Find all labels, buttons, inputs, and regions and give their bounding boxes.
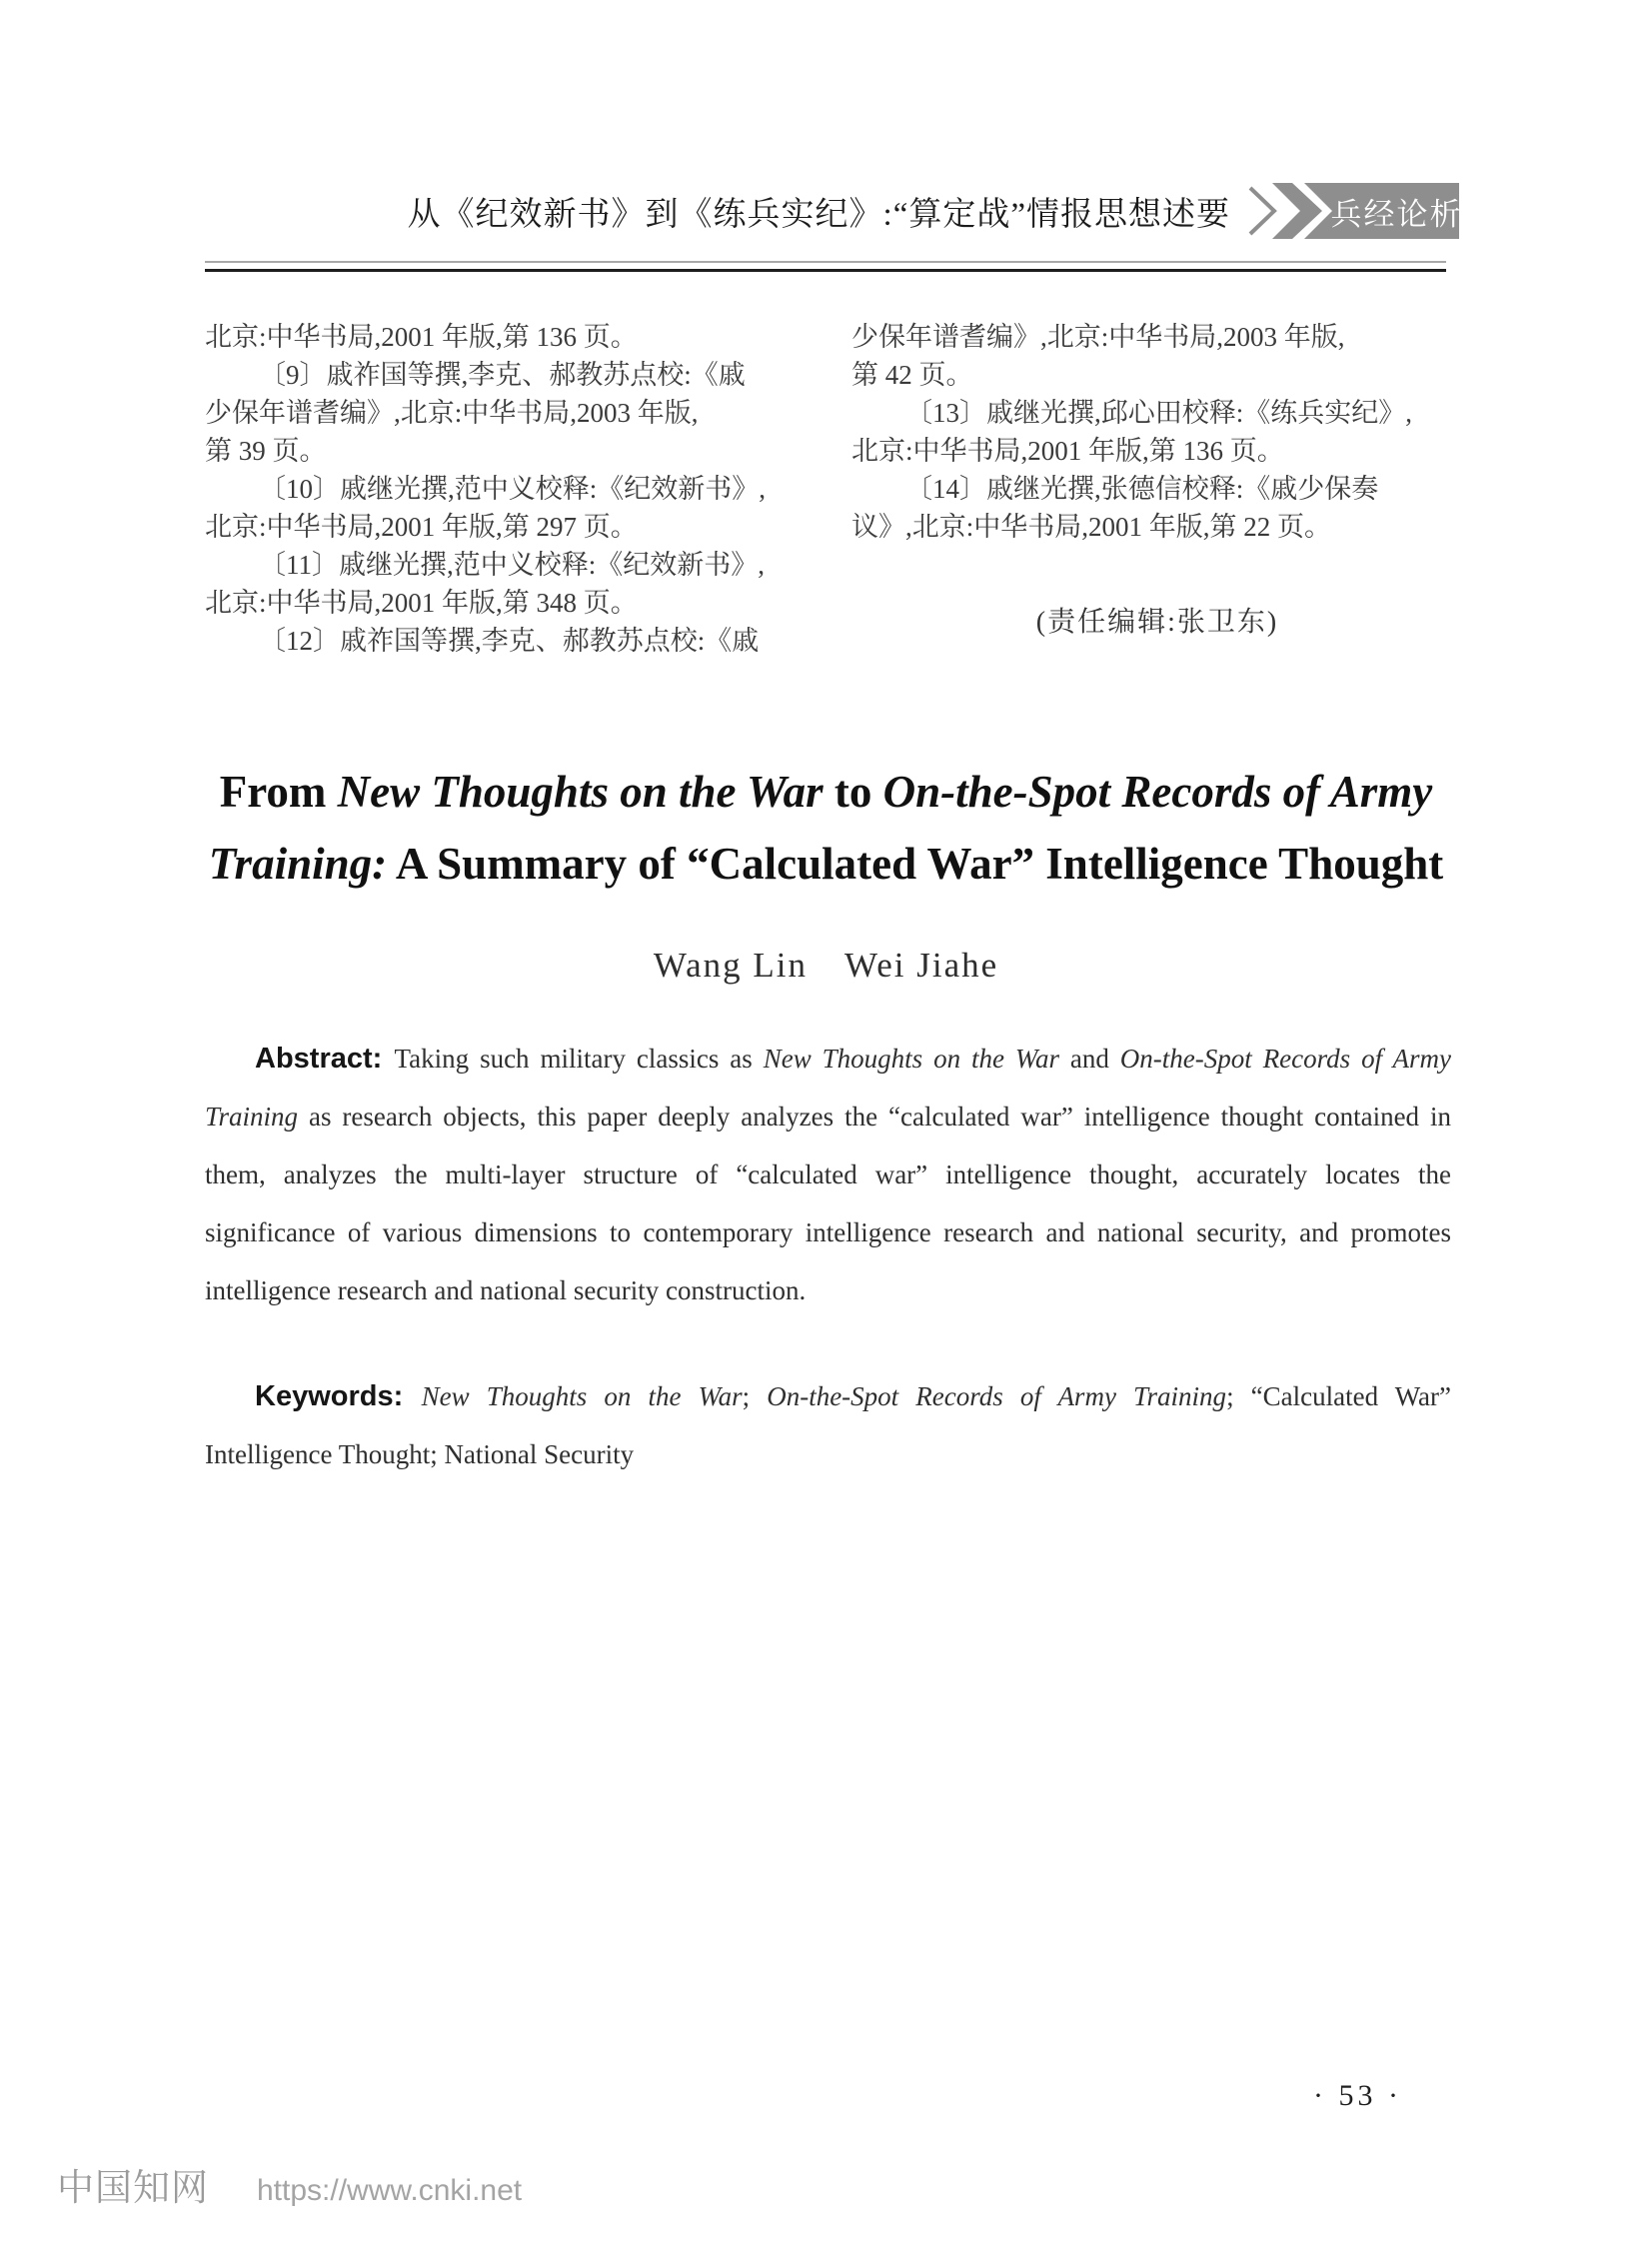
reference-line: 〔14〕戚继光撰,张德信校释:《戚少保奏 [905,474,1379,504]
reference-line: 北京:中华书局,2001 年版,第 348 页。 [205,588,638,618]
reference-line: 第 39 页。 [205,436,327,466]
reference-line: 北京:中华书局,2001 年版,第 297 页。 [205,512,638,542]
abstract-paragraph: Abstract: Taking such military classics as New Thoughts on the War and On-the-Spot Records of Army Training as research objects, this paper deeply analyzes the “calculated war” intelligence thought contained in them, analyzes the multi-layer structure of “calculated war” intelligence thought, accurately locates the significance of various dimensions to contemporary intelligence research and national security, and promotes intelligence research and national security construction. [205,1043,1452,1305]
english-title-line1: From New Thoughts on the War to On-the-Spot Records of Army [219,767,1433,817]
page-header [205,183,1463,239]
reference-line: 议》,北京:中华书局,2001 年版,第 22 页。 [851,512,1332,542]
reference-line: 〔11〕戚继光撰,范中义校释:《纪效新书》, [259,550,765,580]
page-number: · 53 · [1313,2079,1402,2112]
reference-line: 少保年谱耆编》,北京:中华书局,2003 年版, [851,322,1345,352]
reference-line: 〔12〕戚祚国等撰,李克、郝教苏点校:《戚 [259,626,760,656]
keywords-paragraph: Keywords: New Thoughts on the War; On-the-Spot Records of Army Training; “Calculated War” Intelligence Thought; National Security [205,1380,1451,1469]
reference-line: 北京:中华书局,2001 年版,第 136 页。 [205,322,638,352]
section-badge-label: 兵经论析 [1330,196,1463,232]
english-title-line2: Training: A Summary of “Calculated War” Intelligence Thought [208,839,1444,889]
header-rule-dark [205,269,1446,272]
reference-line: 北京:中华书局,2001 年版,第 136 页。 [851,436,1284,466]
section-badge [1242,183,1463,239]
responsible-editor: (责任编辑:张卫东) [1035,607,1279,638]
reference-line: 〔9〕戚祚国等撰,李克、郝教苏点校:《戚 [259,360,746,390]
cnki-brand: 中国知网 [57,2167,209,2208]
running-title: 从《纪效新书》到《练兵实纪》:“算定战”情报思想述要 [407,196,1230,233]
authors: Wang Lin Wei Jiahe [653,946,999,985]
reference-line: 第 42 页。 [851,360,973,390]
english-title [120,756,1532,900]
references-right-column [851,318,1463,546]
reference-line: 〔13〕戚继光撰,邱心田校释:《练兵实纪》, [905,398,1413,428]
reference-line: 少保年谱耆编》,北京:中华书局,2003 年版, [205,398,699,428]
cnki-watermark [57,2157,522,2211]
references-left-column [205,318,817,660]
cnki-url: https://www.cnki.net [257,2174,523,2207]
reference-line: 〔10〕戚继光撰,范中义校释:《纪效新书》, [259,474,767,504]
header-rule-light [205,261,1446,263]
